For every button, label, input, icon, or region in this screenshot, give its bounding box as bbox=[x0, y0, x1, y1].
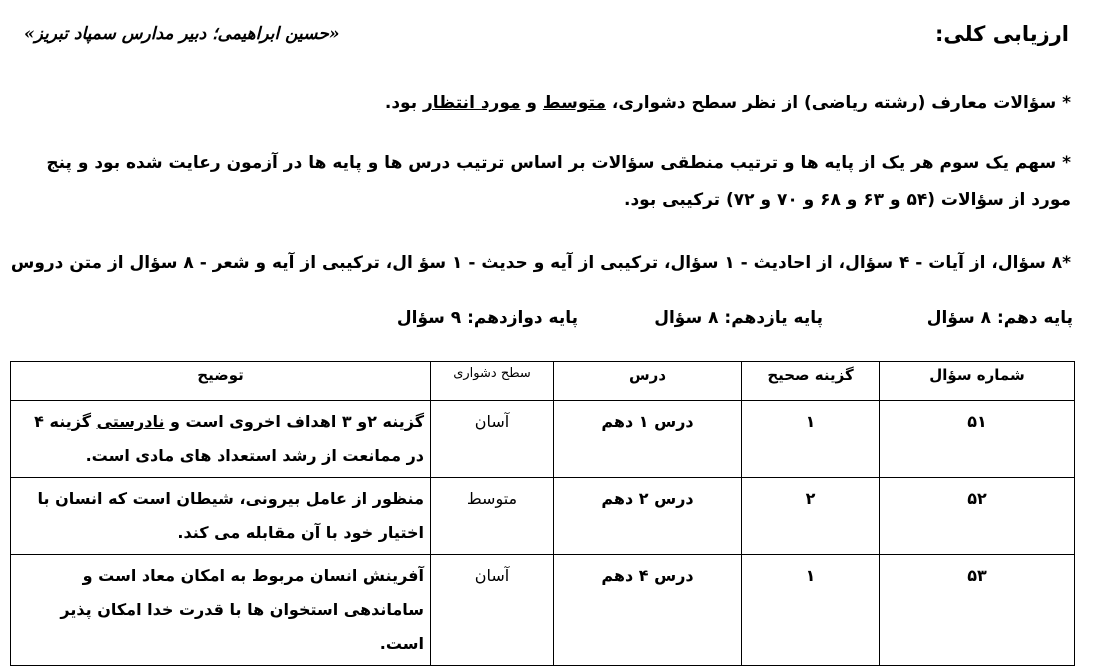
cell-correct-option: ۲ bbox=[742, 478, 880, 555]
cell-description: منظور از عامل بیرونی، شیطان است که انسان با اختیار خود با آن مقابله می کند. bbox=[11, 478, 431, 555]
cell-correct-option: ۱ bbox=[742, 555, 880, 666]
table-row bbox=[11, 478, 1075, 555]
header-question-number: شماره سؤال bbox=[880, 362, 1075, 401]
paragraph-sources: *۸ سؤال، از آیات - ۴ سؤال، از احادیث - ۱ سؤال، ترکیبی از آیه و حدیث - ۱ سؤ ال، ترکیبی از آیه و شعر - ۸ سؤال از متن دروس bbox=[10, 253, 1071, 273]
header-lesson: درس bbox=[554, 362, 742, 401]
description-text: گزینه ۲و ۳ اهداف اخروی است و bbox=[164, 412, 424, 431]
cell-difficulty: آسان bbox=[431, 401, 554, 478]
author-signature: «حسین ابراهیمی؛ دبیر مدارس سمپاد تبریز» bbox=[24, 24, 340, 44]
cell-correct-option: ۱ bbox=[742, 401, 880, 478]
grade-12-count: پایه دوازدهم: ۹ سؤال bbox=[396, 308, 578, 328]
paragraph-text: * سؤالات معارف (رشته ریاضی) از نظر سطح دشواری، bbox=[605, 93, 1071, 113]
cell-description bbox=[11, 401, 431, 478]
cell-question-number: ۵۱ bbox=[880, 401, 1075, 478]
cell-question-number: ۵۳ bbox=[880, 555, 1075, 666]
cell-lesson: درس ۴ دهم bbox=[554, 555, 742, 666]
cell-difficulty: متوسط bbox=[431, 478, 554, 555]
table-header-row bbox=[11, 362, 1075, 401]
underlined-text: متوسط bbox=[542, 93, 606, 113]
underlined-text: نادرستی bbox=[96, 412, 165, 431]
cell-difficulty: آسان bbox=[431, 555, 554, 666]
paragraph-text: بود. bbox=[384, 93, 424, 113]
cell-description: آفرینش انسان مربوط به امکان معاد است و ساماندهی استخوان ها با قدرت خدا امکان پذیر است. bbox=[11, 555, 431, 666]
header bbox=[24, 14, 1069, 54]
grade-11-count: پایه یازدهم: ۸ سؤال bbox=[654, 308, 823, 328]
table-row bbox=[11, 401, 1075, 478]
paragraph-distribution: * سهم یک سوم هر یک از پایه ها و ترتیب منطقی سؤالات بر اساس ترتیب درس ها و پایه ها در آزمون رعایت شده بود و پنج مورد از سؤالات (۵۴ و ۶۳ و ۶۸ و ۷۰ و ۷۲) ترکیبی بود. bbox=[46, 153, 1071, 210]
header-correct-option: گزینه صحیح bbox=[742, 362, 880, 401]
paragraph-difficulty bbox=[10, 85, 1071, 122]
description-text: گزینه ۴ در ممانعت از رشد استعداد های مادی است. bbox=[34, 412, 424, 465]
page-title: ارزیابی کلی: bbox=[934, 22, 1069, 46]
paragraph-text: و bbox=[520, 93, 543, 113]
underlined-text: مورد انتظار bbox=[423, 93, 521, 113]
grade-10-count: پایه دهم: ۸ سؤال bbox=[926, 308, 1073, 328]
header-difficulty: سطح دشواری bbox=[431, 362, 554, 401]
cell-lesson: درس ۱ دهم bbox=[554, 401, 742, 478]
cell-question-number: ۵۲ bbox=[880, 478, 1075, 555]
cell-lesson: درس ۲ دهم bbox=[554, 478, 742, 555]
table-row bbox=[11, 555, 1075, 666]
grade-breakdown bbox=[353, 304, 1073, 340]
questions-table bbox=[10, 361, 1075, 666]
header-description: توضیح bbox=[11, 362, 431, 401]
